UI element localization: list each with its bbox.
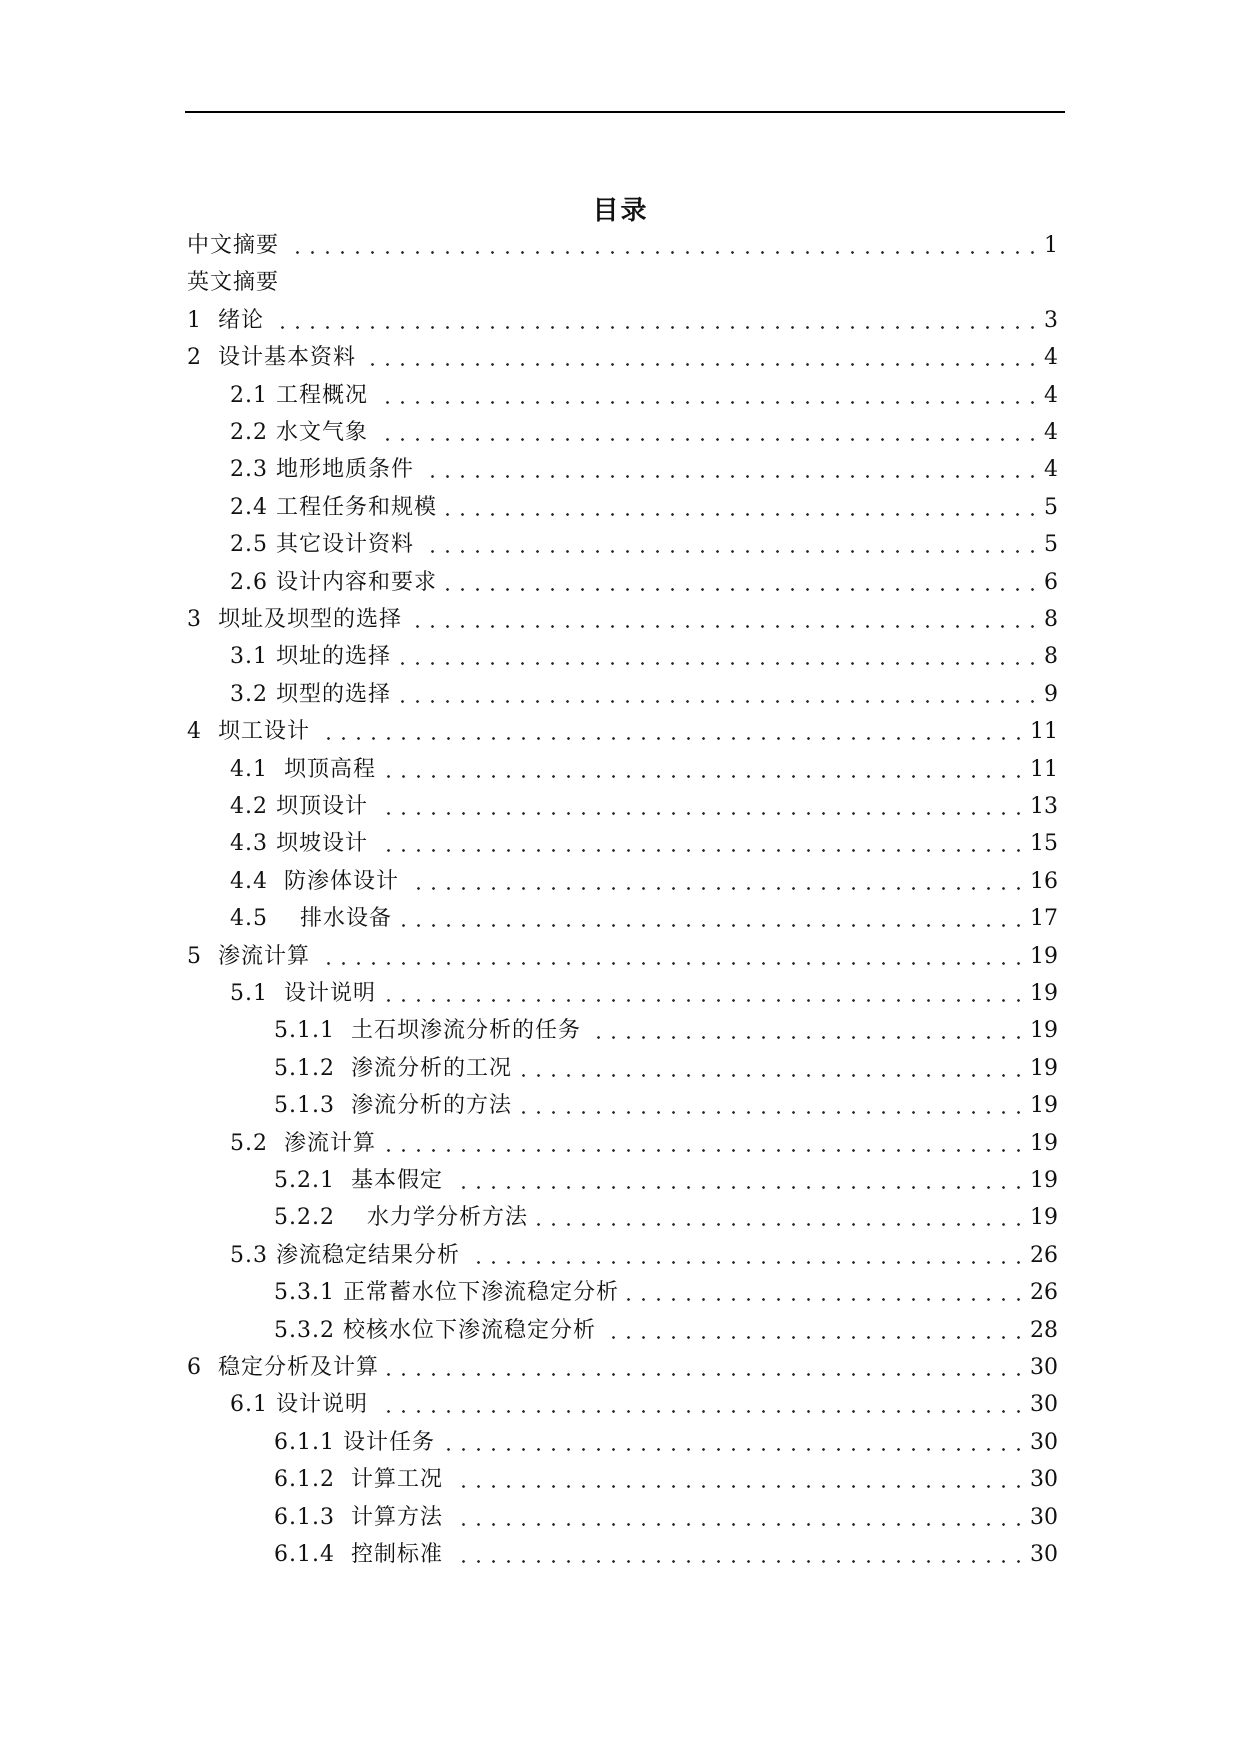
toc-dot-leader [376, 825, 1026, 862]
toc-entry[interactable] [274, 1499, 1058, 1536]
toc-dot-leader [443, 1424, 1026, 1461]
toc-entry[interactable] [187, 601, 1058, 638]
toc-dot-leader [604, 1312, 1026, 1349]
toc-entry-page: 19 [1030, 1168, 1058, 1193]
toc-dot-leader [272, 302, 1040, 339]
toc-entry[interactable] [230, 1386, 1058, 1423]
toc-entry-label: 5.3.2 校核水位下渗流稳定分析 [274, 1317, 596, 1343]
toc-entry-page: 5 [1044, 532, 1058, 558]
toc-dot-leader [520, 1050, 1026, 1087]
toc-entry[interactable] [230, 414, 1058, 451]
toc-entry[interactable] [230, 638, 1058, 675]
toc-entry[interactable] [230, 676, 1058, 713]
toc-entry-label: 6.1.3 计算方法 [274, 1504, 443, 1530]
toc-entry-label: 2.1 工程概况 [230, 382, 368, 408]
toc-entry-label: 中文摘要 [187, 233, 280, 258]
toc-entry-label: 5.1.3 渗流分析的方法 [274, 1093, 512, 1119]
toc-entry-label: 4.1 坝顶高程 [230, 756, 376, 782]
toc-entry-page: 8 [1044, 644, 1058, 670]
toc-dot-leader [422, 451, 1040, 488]
toc-entry[interactable] [230, 975, 1058, 1012]
toc-dot-leader [287, 227, 1040, 264]
toc-entry[interactable] [230, 526, 1058, 563]
toc-entry-label: 4.5 排水设备 [230, 906, 392, 932]
toc-entry-label: 5.3.1 正常蓄水位下渗流稳定分析 [274, 1280, 619, 1306]
toc-dot-leader [451, 1536, 1026, 1573]
toc-dot-leader [468, 1237, 1026, 1274]
toc-entry[interactable] [187, 264, 1058, 301]
toc-entry[interactable] [274, 1162, 1058, 1199]
toc-entry-page: 30 [1030, 1542, 1058, 1567]
toc-dot-leader [410, 601, 1040, 638]
header-rule [185, 111, 1065, 113]
toc-entry-label: 英文摘要 [187, 270, 280, 296]
toc-dot-leader [451, 1162, 1026, 1199]
toc-entry[interactable] [187, 302, 1058, 339]
toc-entry-label: 5.1 设计说明 [230, 981, 376, 1006]
toc-entry[interactable] [274, 1199, 1058, 1236]
toc-entry-label: 4 坝工设计 [187, 719, 310, 745]
toc-dot-leader [376, 414, 1040, 451]
toc-entry-page: 9 [1044, 681, 1058, 707]
toc-dot-leader [318, 713, 1026, 750]
toc-entry[interactable] [230, 788, 1058, 825]
toc-entry-label: 3 坝址及坝型的选择 [187, 607, 402, 632]
toc-dot-leader [384, 751, 1026, 788]
toc-entry-page: 26 [1030, 1242, 1058, 1268]
toc-dot-leader [445, 489, 1040, 526]
toc-entry-label: 6.1.4 控制标准 [274, 1542, 443, 1567]
toc-entry-page: 28 [1030, 1317, 1058, 1343]
toc-entry[interactable] [187, 339, 1058, 376]
toc-entry-label: 2.3 地形地质条件 [230, 457, 414, 483]
toc-entry-label: 2.2 水文气象 [230, 420, 368, 445]
toc-entry-page: 1 [1044, 233, 1058, 258]
toc-entry-page: 30 [1030, 1504, 1058, 1530]
toc-entry-page: 30 [1030, 1429, 1058, 1455]
toc-entry-label: 6.1.2 计算工况 [274, 1467, 443, 1493]
toc-entry[interactable] [274, 1461, 1058, 1498]
toc-entry-page: 4 [1044, 420, 1058, 445]
toc-dot-leader [407, 863, 1026, 900]
toc-dot-leader [364, 339, 1040, 376]
toc-entry-label: 5.2.2 水力学分析方法 [274, 1205, 528, 1231]
toc-dot-leader [384, 1125, 1026, 1162]
toc-entry-page: 16 [1030, 868, 1058, 894]
toc-dot-leader [376, 1386, 1026, 1423]
toc-entry-page: 30 [1030, 1355, 1058, 1380]
toc-entry-page: 19 [1030, 1055, 1058, 1081]
toc-entry-page: 15 [1030, 831, 1058, 857]
toc-dot-leader [589, 1012, 1026, 1049]
toc-dot-leader [399, 638, 1040, 675]
toc-entry-page: 5 [1044, 494, 1058, 520]
toc-dot-leader [422, 526, 1040, 563]
toc-entry[interactable] [274, 1012, 1058, 1049]
toc-entry[interactable] [187, 938, 1058, 975]
toc-entry-label: 5.2 渗流计算 [230, 1130, 376, 1156]
toc-entry[interactable] [187, 227, 1058, 264]
toc-entry-label: 2.4 工程任务和规模 [230, 494, 437, 520]
toc-entry[interactable] [274, 1536, 1058, 1573]
toc-entry[interactable] [274, 1424, 1058, 1461]
toc-entry-page: 19 [1030, 1018, 1058, 1044]
toc-entry[interactable] [230, 751, 1058, 788]
toc-dot-leader [384, 975, 1026, 1012]
page-title: 目录 [592, 196, 649, 226]
toc-entry-label: 5.1.1 土石坝渗流分析的任务 [274, 1018, 581, 1044]
toc-entry-label: 2 设计基本资料 [187, 345, 356, 371]
toc-entry-page: 4 [1044, 457, 1058, 483]
toc-entry[interactable] [230, 377, 1058, 414]
toc-entry[interactable] [274, 1050, 1058, 1087]
toc-entry-label: 6.1.1 设计任务 [274, 1429, 435, 1455]
toc-entry-page: 13 [1030, 794, 1058, 819]
toc-entry-page: 4 [1044, 345, 1058, 371]
toc-entry[interactable] [230, 564, 1058, 601]
toc-entry[interactable] [230, 451, 1058, 488]
toc-dot-leader [400, 900, 1026, 937]
toc-entry-label: 2.6 设计内容和要求 [230, 569, 437, 595]
toc-entry[interactable] [187, 1349, 1058, 1386]
toc-entry[interactable] [187, 713, 1058, 750]
toc-dot-leader [318, 938, 1026, 975]
toc-dot-leader [520, 1087, 1026, 1124]
toc-dot-leader [387, 1349, 1026, 1386]
toc-entry-page: 8 [1044, 607, 1058, 632]
toc-entry-page: 19 [1030, 943, 1058, 969]
toc-entry-label: 2.5 其它设计资料 [230, 532, 414, 558]
toc-entry[interactable] [230, 489, 1058, 526]
toc-entry-page: 30 [1030, 1467, 1058, 1493]
toc-dot-leader [451, 1461, 1026, 1498]
toc-entry-page: 26 [1030, 1280, 1058, 1306]
toc-entry-label: 3.1 坝址的选择 [230, 644, 391, 670]
toc-entry[interactable] [230, 863, 1058, 900]
toc-entry[interactable] [230, 1125, 1058, 1162]
toc-entry[interactable] [230, 825, 1058, 862]
toc-entry-label: 5.3 渗流稳定结果分析 [230, 1242, 460, 1268]
toc-entry-label: 4.4 防渗体设计 [230, 868, 399, 894]
toc-entry-label: 5.1.2 渗流分析的工况 [274, 1055, 512, 1081]
toc-dot-leader [627, 1274, 1026, 1311]
toc-entry[interactable] [230, 900, 1058, 937]
toc-entry-label: 6.1 设计说明 [230, 1392, 368, 1418]
toc-entry[interactable] [274, 1312, 1058, 1349]
toc-entry[interactable] [230, 1237, 1058, 1274]
toc-entry-label: 5 渗流计算 [187, 943, 310, 969]
toc-entry-page: 19 [1030, 1205, 1058, 1231]
toc-entry-page: 17 [1030, 906, 1058, 932]
toc-dot-leader [451, 1499, 1026, 1536]
toc-entry-label: 4.2 坝顶设计 [230, 794, 368, 819]
toc-entry-label: 3.2 坝型的选择 [230, 681, 391, 707]
toc-entry-page: 19 [1030, 1093, 1058, 1119]
toc-dot-leader [376, 377, 1040, 414]
toc-entry-page: 11 [1030, 756, 1058, 782]
toc-entry-label: 4.3 坝坡设计 [230, 831, 368, 857]
toc-entry-label: 5.2.1 基本假定 [274, 1168, 443, 1193]
toc-entry-page: 3 [1044, 307, 1058, 333]
toc-entry-page: 6 [1044, 569, 1058, 595]
toc-entry-page: 30 [1030, 1392, 1058, 1418]
toc-dot-leader [536, 1199, 1026, 1236]
toc-entry-label: 6 稳定分析及计算 [187, 1355, 379, 1380]
toc-entry-page: 11 [1030, 719, 1058, 745]
toc-dot-leader [399, 676, 1040, 713]
toc-entry-page: 4 [1044, 382, 1058, 408]
toc-entry-label: 1 绪论 [187, 307, 264, 333]
toc-dot-leader [376, 788, 1026, 825]
toc-dot-leader [445, 564, 1040, 601]
toc-entry[interactable] [274, 1274, 1058, 1311]
toc-entry-page: 19 [1030, 981, 1058, 1006]
toc-entry-page: 19 [1030, 1130, 1058, 1156]
toc-entry[interactable] [274, 1087, 1058, 1124]
